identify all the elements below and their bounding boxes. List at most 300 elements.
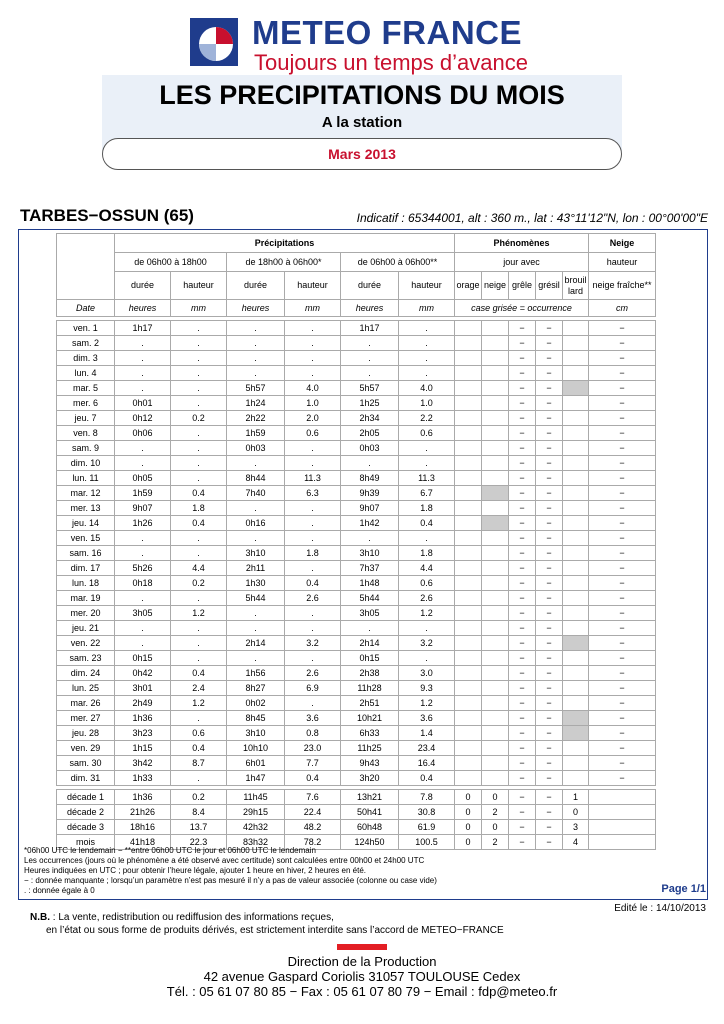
decade-value: 0.2 [171,790,227,805]
row-date: mar. 5 [57,381,115,396]
row-value: 0.2 [171,576,227,591]
decade-phenomene: − [536,835,563,850]
row-value: 1.8 [285,546,341,561]
table-row [57,411,656,426]
row-value: 6.9 [285,681,341,696]
row-phenomene: − [536,546,563,561]
row-value: . [171,321,227,336]
row-value: . [399,456,455,471]
row-value: 16.4 [399,756,455,771]
row-value: . [285,516,341,531]
row-phenomene: − [509,426,536,441]
precip-table [56,233,656,850]
row-value: . [285,351,341,366]
row-phenomene: − [509,441,536,456]
footer [0,954,724,999]
row-phenomene [482,441,509,456]
row-value: . [285,606,341,621]
row-phenomene: − [509,501,536,516]
decade-value: 50h41 [341,805,399,820]
row-phenomene [563,531,589,546]
row-phenomene [455,726,482,741]
row-phenomene [455,351,482,366]
decade-label: décade 3 [57,820,115,835]
row-value: . [399,441,455,456]
row-value: 3h42 [115,756,171,771]
row-phenomene: − [536,456,563,471]
row-date: ven. 8 [57,426,115,441]
row-value: 0h05 [115,471,171,486]
row-value: 4.4 [171,561,227,576]
period-24h: de 06h00 à 06h00** [341,253,455,272]
row-value: 9h07 [115,501,171,516]
row-value: 4.4 [399,561,455,576]
row-value: 3h10 [227,726,285,741]
row-value: . [171,381,227,396]
row-value: . [285,696,341,711]
row-phenomene [563,651,589,666]
brand-name: METEO FRANCE [252,14,522,51]
decade-phenomene: 0 [482,820,509,835]
row-date: lun. 11 [57,471,115,486]
row-neige: − [589,411,656,426]
row-phenomene: − [509,336,536,351]
row-phenomene: − [536,336,563,351]
decade-value: 21h26 [115,805,171,820]
decade-phenomene: 1 [563,790,589,805]
row-neige: − [589,501,656,516]
table-row [57,711,656,726]
row-value: 2h34 [341,411,399,426]
row-phenomene: − [536,756,563,771]
decade-neige [589,790,656,805]
row-value: 5h44 [341,591,399,606]
row-value: . [399,321,455,336]
row-phenomene: − [509,726,536,741]
row-phenomene [563,636,589,651]
row-neige: − [589,696,656,711]
row-value: . [171,531,227,546]
row-date: dim. 31 [57,771,115,786]
station-indicatif: Indicatif : 65344001, alt : 360 m., lat : 43°11'12"N, lon : 00°00'00"E [356,211,708,225]
footer-contact: Tél. : 05 61 07 80 85 − Fax : 05 61 07 80 79 − Email : fdp@meteo.fr [166,984,558,999]
row-value: . [399,531,455,546]
row-value: . [399,366,455,381]
row-value: 1h17 [115,321,171,336]
row-value: 1.2 [171,696,227,711]
row-value: 2.6 [285,666,341,681]
row-phenomene [455,711,482,726]
row-value: 3.2 [399,636,455,651]
decade-value: 41h18 [115,835,171,850]
row-phenomene [563,501,589,516]
decade-phenomene: 0 [455,820,482,835]
row-value: 6.3 [285,486,341,501]
row-value: 9h43 [341,756,399,771]
row-value: 1h59 [115,486,171,501]
row-value: 1.0 [399,396,455,411]
row-phenomene [482,726,509,741]
row-phenomene: − [536,531,563,546]
row-phenomene [482,546,509,561]
row-phenomene [482,366,509,381]
row-value: . [171,591,227,606]
row-phenomene: − [536,741,563,756]
row-value: 0.6 [285,426,341,441]
row-value: . [227,621,285,636]
row-value: 8h44 [227,471,285,486]
row-phenomene: − [536,651,563,666]
row-value: 11.3 [285,471,341,486]
row-phenomene [482,531,509,546]
row-phenomene: − [509,351,536,366]
decade-label: décade 1 [57,790,115,805]
row-phenomene: − [536,591,563,606]
row-phenomene [455,771,482,786]
row-value: 1h36 [115,711,171,726]
row-phenomene [455,486,482,501]
row-phenomene [563,591,589,606]
row-value: 2.0 [285,411,341,426]
row-phenomene [563,516,589,531]
row-date: mer. 6 [57,396,115,411]
col-neige-fraiche: neige fraîche** [589,272,656,300]
row-value: . [115,441,171,456]
row-phenomene [482,381,509,396]
row-value: . [227,321,285,336]
row-value: 1h59 [227,426,285,441]
row-phenomene [482,621,509,636]
row-phenomene [455,501,482,516]
row-value: . [115,381,171,396]
row-phenomene: − [536,606,563,621]
row-value: 2h14 [227,636,285,651]
row-value: . [171,351,227,366]
meteo-france-logo [190,18,238,66]
row-phenomene: − [536,621,563,636]
row-date: lun. 18 [57,576,115,591]
row-date: sam. 16 [57,546,115,561]
row-value: 1h42 [341,516,399,531]
row-value: 3.6 [399,711,455,726]
row-neige: − [589,711,656,726]
row-phenomene [563,336,589,351]
row-value: 0h15 [115,651,171,666]
row-value: 11.3 [399,471,455,486]
page-title: LES PRECIPITATIONS DU MOIS [159,80,565,110]
period-night: de 18h00 à 06h00* [227,253,341,272]
decade-value: 30.8 [399,805,455,820]
row-neige: − [589,531,656,546]
row-neige: − [589,726,656,741]
row-neige: − [589,471,656,486]
nb-line2: en l’état ou sous forme de produits dérivés, est strictement interdite sans l’accord de METEO−FRANCE [46,925,504,936]
row-phenomene [482,336,509,351]
row-phenomene [455,456,482,471]
corner-cell [57,234,115,300]
row-value: . [115,336,171,351]
row-phenomene [455,471,482,486]
row-phenomene [482,561,509,576]
row-neige: − [589,486,656,501]
row-date: mer. 13 [57,501,115,516]
row-phenomene [482,696,509,711]
row-value: . [115,546,171,561]
row-value: 2.2 [399,411,455,426]
group-phenomenes: Phénomènes [455,234,589,253]
row-phenomene [563,411,589,426]
row-value: 2.6 [399,591,455,606]
col-hauteur: hauteur [171,272,227,300]
row-phenomene: − [509,486,536,501]
row-phenomene: − [509,756,536,771]
row-value: . [115,531,171,546]
row-value: . [171,396,227,411]
row-value: 0h03 [227,441,285,456]
row-value: 3h20 [341,771,399,786]
row-phenomene: − [509,546,536,561]
row-value: 0h16 [227,516,285,531]
row-phenomene [482,771,509,786]
row-phenomene: − [536,576,563,591]
row-value: 0h42 [115,666,171,681]
row-date: mer. 27 [57,711,115,726]
row-phenomene [482,711,509,726]
table-row [57,486,656,501]
row-phenomene [563,726,589,741]
row-phenomene: − [509,681,536,696]
col-neige: neige [482,272,509,300]
row-value: 1h47 [227,771,285,786]
row-phenomene [482,321,509,336]
row-value: 8h49 [341,471,399,486]
row-phenomene [563,681,589,696]
row-value: . [171,366,227,381]
row-value: 3h23 [115,726,171,741]
decade-phenomene: 0 [455,790,482,805]
row-phenomene [455,411,482,426]
table-row [57,666,656,681]
decade-phenomene: − [536,805,563,820]
row-neige: − [589,756,656,771]
row-value: 2h51 [341,696,399,711]
row-phenomene [455,441,482,456]
decade-value: 11h45 [227,790,285,805]
row-value: 0.4 [285,576,341,591]
row-phenomene: − [536,561,563,576]
row-neige: − [589,321,656,336]
row-phenomene [455,366,482,381]
unit-heures: heures [227,300,285,317]
row-value: 1h26 [115,516,171,531]
row-phenomene: − [536,471,563,486]
row-value: 0.8 [285,726,341,741]
row-value: . [171,711,227,726]
row-value: 0.4 [171,486,227,501]
row-value: 1h24 [227,396,285,411]
row-phenomene [455,561,482,576]
row-phenomene: − [509,366,536,381]
row-value: . [115,621,171,636]
row-date: mer. 20 [57,606,115,621]
row-phenomene [563,471,589,486]
row-phenomene: − [509,711,536,726]
row-phenomene [482,606,509,621]
row-value: 0.4 [171,516,227,531]
col-orage: orage [455,272,482,300]
row-neige: − [589,396,656,411]
row-date: sam. 2 [57,336,115,351]
row-value: 3.6 [285,711,341,726]
row-neige: − [589,426,656,441]
row-value: 2h14 [341,636,399,651]
row-value: . [341,351,399,366]
decade-value: 78.2 [285,835,341,850]
decade-phenomene: 4 [563,835,589,850]
row-value: . [115,366,171,381]
row-value: . [227,366,285,381]
note-line: Heures indiquées en UTC ; pour obtenir l’heure légale, ajouter 1 heure en hiver, 2 heures en été. [24,866,366,875]
row-phenomene: − [536,351,563,366]
table-row [57,756,656,771]
nb-line1: : La vente, redistribution ou rediffusion des informations reçues, [50,912,334,923]
decade-value: 48.2 [285,820,341,835]
row-value: . [171,651,227,666]
row-value: 0h02 [227,696,285,711]
col-grele: grêle [509,272,536,300]
table-row [57,336,656,351]
table-row [57,681,656,696]
decade-value: 61.9 [399,820,455,835]
row-phenomene: − [509,321,536,336]
col-brouillard: brouil lard [563,272,589,300]
row-value: 1.8 [399,501,455,516]
row-phenomene [482,486,509,501]
row-phenomene [455,396,482,411]
row-phenomene [455,591,482,606]
row-date: mar. 19 [57,591,115,606]
table-row [57,546,656,561]
row-phenomene: − [509,591,536,606]
row-value: 1h48 [341,576,399,591]
row-value: 2h05 [341,426,399,441]
table-row [57,591,656,606]
row-value: . [341,336,399,351]
decade-neige [589,820,656,835]
row-value: . [171,636,227,651]
row-phenomene [482,396,509,411]
decade-row [57,820,656,835]
row-neige: − [589,576,656,591]
row-date: sam. 30 [57,756,115,771]
decade-row [57,805,656,820]
row-phenomene [455,576,482,591]
row-phenomene: − [509,516,536,531]
row-phenomene: − [536,771,563,786]
col-gresil: grésil [536,272,563,300]
table-row [57,501,656,516]
row-value: 1.0 [285,396,341,411]
row-phenomene: − [509,471,536,486]
footer-divider [337,944,387,950]
row-value: . [115,456,171,471]
row-value: 1h17 [341,321,399,336]
row-neige: − [589,606,656,621]
row-value: 6h01 [227,756,285,771]
row-value: 8h27 [227,681,285,696]
station-name: TARBES−OSSUN (65) [20,206,194,225]
row-value: . [285,441,341,456]
row-value: . [285,366,341,381]
decade-value: 8.4 [171,805,227,820]
row-value: 0h06 [115,426,171,441]
row-date: jeu. 21 [57,621,115,636]
row-value: 6h33 [341,726,399,741]
row-value: 1.4 [399,726,455,741]
row-phenomene: − [536,426,563,441]
row-phenomene [482,666,509,681]
decade-phenomene: 0 [455,835,482,850]
row-value: 5h26 [115,561,171,576]
group-neige: Neige [589,234,656,253]
row-value: 7h37 [341,561,399,576]
row-phenomene: − [536,711,563,726]
decade-value: 1h36 [115,790,171,805]
row-value: . [171,471,227,486]
decade-phenomene: − [509,805,536,820]
row-value: 3h10 [341,546,399,561]
row-phenomene [563,366,589,381]
row-phenomene: − [509,771,536,786]
row-phenomene [563,381,589,396]
table-row [57,531,656,546]
decade-label: mois [57,835,115,850]
decade-value: 83h32 [227,835,285,850]
decade-value: 18h16 [115,820,171,835]
row-neige: − [589,561,656,576]
row-phenomene: − [509,396,536,411]
row-phenomene [482,741,509,756]
row-phenomene [482,591,509,606]
row-value: 2h49 [115,696,171,711]
decade-value: 22.3 [171,835,227,850]
decade-phenomene: 0 [563,805,589,820]
row-phenomene [482,351,509,366]
row-neige: − [589,441,656,456]
row-value: 0.4 [171,666,227,681]
table-row [57,651,656,666]
table-row [57,381,656,396]
row-phenomene [455,741,482,756]
row-phenomene: − [509,621,536,636]
group-precipitations: Précipitations [115,234,455,253]
row-phenomene [455,546,482,561]
row-phenomene: − [536,501,563,516]
decade-phenomene: − [509,835,536,850]
decade-value: 13h21 [341,790,399,805]
row-date: dim. 17 [57,561,115,576]
row-phenomene [482,411,509,426]
row-value: 4.0 [285,381,341,396]
note-line: − : donnée manquante ; lorsqu’un paramètre n’est pas mesuré il n’y a pas de valeur associée (colonne ou case vide) [24,876,437,885]
row-phenomene: − [536,681,563,696]
table-row [57,396,656,411]
row-phenomene [455,636,482,651]
edit-date: Edité le : 14/10/2013 [614,903,706,914]
row-phenomene [455,681,482,696]
decade-phenomene: − [536,820,563,835]
row-phenomene [482,426,509,441]
